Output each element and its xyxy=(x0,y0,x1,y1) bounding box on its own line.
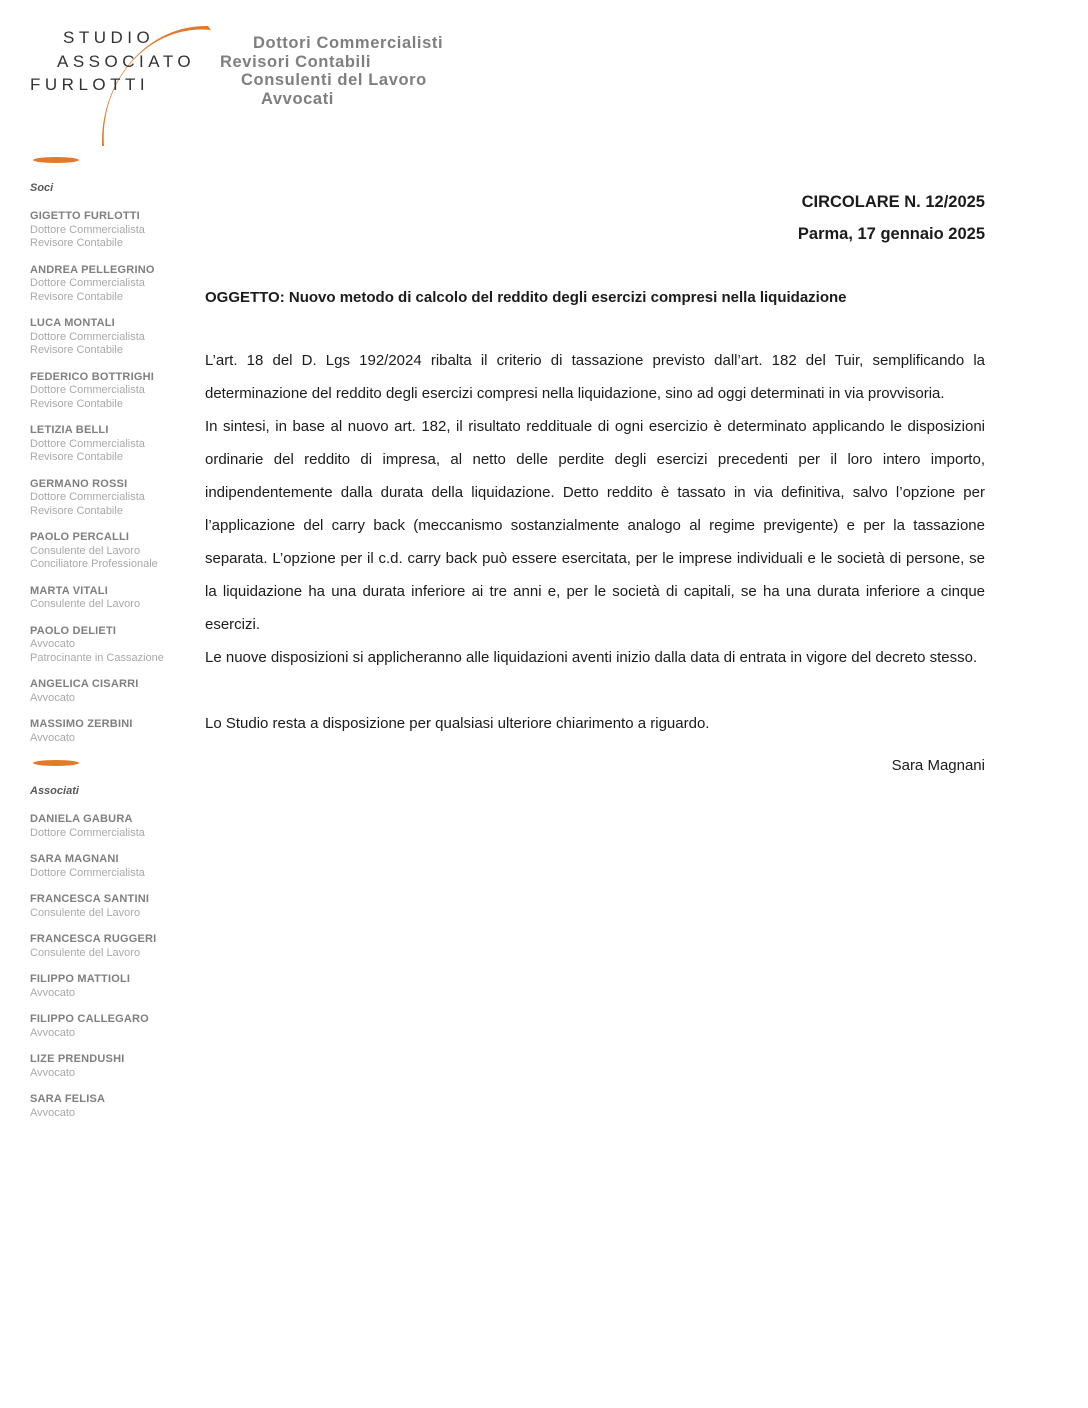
person-name: SARA FELISA xyxy=(30,1093,106,1105)
person-roles xyxy=(30,331,180,358)
person-entry xyxy=(30,933,180,960)
person-name: ANDREA PELLEGRINO xyxy=(30,263,155,276)
person-entry xyxy=(30,424,180,465)
person-entry xyxy=(30,531,180,572)
person-roles xyxy=(30,598,180,612)
person-roles xyxy=(30,491,180,518)
person-name: MARTA VITALI xyxy=(30,584,108,597)
associati-section-label: Associati xyxy=(30,785,79,797)
person-name: FILIPPO CALLEGARO xyxy=(30,1013,149,1025)
person-entry xyxy=(30,893,180,920)
signature: Sara Magnani xyxy=(891,757,985,774)
letter-body xyxy=(205,344,985,674)
service-line: Revisori Contabili xyxy=(220,52,372,71)
person-roles xyxy=(30,384,180,411)
subject-line: OGGETTO: Nuovo metodo di calcolo del reddito degli esercizi compresi nella liquidazione xyxy=(205,289,847,306)
person-name: FRANCESCA SANTINI xyxy=(30,893,150,905)
person-role: Dottore Commercialista xyxy=(30,491,145,503)
person-name: SARA MAGNANI xyxy=(30,853,119,865)
person-entry xyxy=(30,264,180,305)
body-paragraph: Le nuove disposizioni si applicheranno alle liquidazioni aventi inizio dalla data di entrata in vigore del decreto stesso. xyxy=(205,649,978,666)
person-roles xyxy=(30,987,180,1001)
person-roles xyxy=(30,1107,180,1121)
person-role: Avvocato xyxy=(30,638,76,650)
person-role: Conciliatore Professionale xyxy=(30,558,158,570)
person-role: Revisore Contabile xyxy=(30,397,123,410)
person-name: FRANCESCA RUGGERI xyxy=(30,933,157,945)
person-roles xyxy=(30,907,180,921)
person-role: Avvocato xyxy=(30,986,76,999)
logo-line: STUDIO xyxy=(63,28,155,47)
person-entry xyxy=(30,813,180,840)
person-roles xyxy=(30,438,180,465)
person-role: Dottore Commercialista xyxy=(30,223,145,236)
firm-logo xyxy=(30,26,210,156)
service-line: Avvocati xyxy=(261,89,334,108)
person-role: Revisore Contabile xyxy=(30,237,123,249)
person-entry xyxy=(30,1093,180,1120)
person-role: Avvocato xyxy=(30,1106,76,1119)
person-entry xyxy=(30,718,180,745)
closing-line: Lo Studio resta a disposizione per qualsiasi ulteriore chiarimento a riguardo. xyxy=(205,715,710,732)
person-roles xyxy=(30,1067,180,1081)
person-entry xyxy=(30,210,180,251)
service-line: Dottori Commercialisti xyxy=(253,34,444,52)
person-name: LIZE PRENDUSHI xyxy=(30,1053,125,1065)
person-name: DANIELA GABURA xyxy=(30,813,133,825)
person-roles xyxy=(30,545,180,572)
person-entry xyxy=(30,625,180,666)
person-entry xyxy=(30,973,180,1000)
person-role: Revisore Contabile xyxy=(30,344,123,356)
person-name: GERMANO ROSSI xyxy=(30,477,128,490)
person-role: Avvocato xyxy=(30,1026,76,1039)
person-role: Consulente del Lavoro xyxy=(30,906,141,919)
person-name: FILIPPO MATTIOLI xyxy=(30,973,131,985)
person-entry xyxy=(30,317,180,358)
people-sidebar xyxy=(30,182,180,1133)
logo-line: ASSOCIATO xyxy=(57,51,196,71)
service-line: Consulenti del Lavoro xyxy=(241,71,427,89)
person-entry xyxy=(30,1053,180,1080)
body-paragraph: In sintesi, in base al nuovo art. 182, il risultato reddituale di ogni esercizio è determinato applicando le disposizioni ordinarie del reddito di impresa, al netto delle perdite degli esercizi precedenti per il loro intero importo, indipendentemente dalla durata della liquidazione. Detto reddito è tassato in via definitiva, salvo l’opzione per l’applicazione del carry back (meccanismo sostanzialmente analogo al regime previgente) e per la tassazione separata. L’opzione per il c.d. carry back può essere esercitata, per le imprese individuali e le società di persone, se la liquidazione ha una durata inferiore ai tre anni e, per le società di capitali, se ha una durata inferiore a cinque esercizi. xyxy=(205,418,985,633)
person-entry xyxy=(30,678,180,705)
person-name: LUCA MONTALI xyxy=(30,317,115,329)
letter-content xyxy=(205,192,985,774)
person-role: Consulente del Lavoro xyxy=(30,946,141,959)
person-roles xyxy=(30,692,180,706)
orange-divider xyxy=(33,760,79,766)
person-roles xyxy=(30,277,180,304)
date-line: Parma, 17 gennaio 2025 xyxy=(797,225,985,243)
person-role: Avvocato xyxy=(30,691,76,704)
person-name: PAOLO PERCALLI xyxy=(30,531,130,543)
person-role: Avvocato xyxy=(30,731,76,744)
person-entry xyxy=(30,371,180,412)
soci-section-label: Soci xyxy=(30,182,54,194)
associati-list xyxy=(30,813,180,1120)
person-entry xyxy=(30,1013,180,1040)
person-roles xyxy=(30,224,180,251)
person-name: FEDERICO BOTTRIGHI xyxy=(30,370,154,383)
person-name: PAOLO DELIETI xyxy=(30,624,117,637)
person-role: Avvocato xyxy=(30,1066,76,1079)
person-roles xyxy=(30,947,180,961)
person-entry xyxy=(30,585,180,612)
person-name: MASSIMO ZERBINI xyxy=(30,718,133,730)
circular-number: CIRCOLARE N. 12/2025 xyxy=(801,193,985,211)
person-entry xyxy=(30,853,180,880)
person-roles xyxy=(30,1027,180,1041)
logo-line: FURLOTTI xyxy=(30,75,150,94)
person-role: Consulente del Lavoro xyxy=(30,598,141,610)
person-roles xyxy=(30,638,180,665)
services-list xyxy=(220,34,443,108)
person-role: Revisore Contabile xyxy=(30,504,123,517)
person-role: Dottore Commercialista xyxy=(30,277,145,289)
person-role: Dottore Commercialista xyxy=(30,866,145,879)
person-roles xyxy=(30,732,180,746)
person-role: Revisore Contabile xyxy=(30,290,123,303)
person-role: Revisore Contabile xyxy=(30,451,123,463)
person-name: GIGETTO FURLOTTI xyxy=(30,210,140,222)
person-role: Dottore Commercialista xyxy=(30,437,145,450)
soci-list xyxy=(30,210,180,745)
logo-text xyxy=(30,26,210,97)
person-roles xyxy=(30,867,180,881)
person-name: LETIZIA BELLI xyxy=(30,424,109,436)
person-role: Patrocinante in Cassazione xyxy=(30,651,164,664)
person-role: Dottore Commercialista xyxy=(30,330,145,343)
person-role: Dottore Commercialista xyxy=(30,826,145,839)
body-paragraph: L’art. 18 del D. Lgs 192/2024 ribalta il criterio di tassazione previsto dall’art. 182 del Tuir, semplificando la determinazione del reddito degli esercizi compresi nella liquidazione, sino ad oggi determinati in via provvisoria. xyxy=(205,352,985,402)
person-name: ANGELICA CISARRI xyxy=(30,678,139,690)
person-roles xyxy=(30,827,180,841)
person-role: Dottore Commercialista xyxy=(30,384,145,396)
person-role: Consulente del Lavoro xyxy=(30,544,141,557)
person-entry xyxy=(30,478,180,519)
